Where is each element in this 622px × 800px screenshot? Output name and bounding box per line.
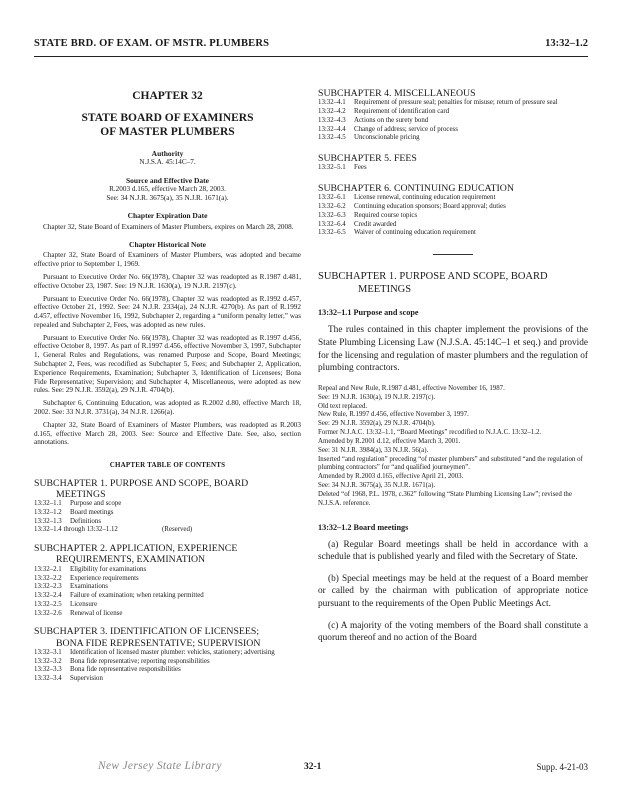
history-para-3: Pursuant to Executive Order No. 66(1978), Chapter 32 was readopted as R.1992 d.457, effective October 21, 1992. See: 24 N.J.R. 2334(a), 24 N.J.R. 4270(b). As part of R.1992 d.457, effective November 16, 1992, Subchapter 2, regarding a “uniform penalty letter,” was repealed and Subchapter 2, Fees, was adopted as new rules.: [34, 294, 301, 329]
toc-item: [34, 675, 301, 684]
toc-item-number: 13:32–2.6: [34, 609, 62, 617]
toc-subchapter-1-heading: SUBCHAPTER 1. PURPOSE AND SCOPE, BOARD MEETINGS: [34, 477, 249, 500]
toc-item-title: Licensure: [70, 600, 98, 608]
toc-item-number: 13:32–2.1: [34, 565, 62, 573]
subchapter-1-heading: SUBCHAPTER 1. PURPOSE AND SCOPE, BOARD MEETINGS: [318, 271, 548, 295]
toc-item-title: Waiver of continuing education requirement: [354, 229, 476, 237]
toc-item-number: 13:32–3.4: [34, 675, 62, 683]
toc-item-title: Required course topics: [354, 211, 418, 219]
expiration-text: Chapter 32, State Board of Examiners of Master Plumbers, expires on March 28, 2008.: [43, 222, 294, 231]
history-para-5: Subchapter 6, Continuing Education, was adopted as R.2002 d.80, effective March 18, 2002. See: 33 N.J.R. 3731(a), 34 N.J.R. 1266(a).: [34, 399, 301, 416]
section-13-32-1-1-heading: 13:32–1.1 Purpose and scope: [318, 308, 419, 318]
library-stamp: New Jersey State Library: [98, 760, 222, 772]
toc-item: [34, 666, 301, 675]
toc-item-title: Actions on the surety bond: [354, 116, 429, 124]
toc-item-number: 13:32–4.2: [318, 108, 346, 116]
toc-item: [34, 518, 301, 527]
toc-item-number: 13:32–2.5: [34, 600, 62, 608]
annotation-line: Old text replaced.: [318, 402, 368, 410]
toc-item-title: Examinations: [70, 583, 108, 591]
toc-item: [34, 509, 301, 518]
toc-item-title: Renewal of license: [70, 609, 123, 617]
supplement-date: Supp. 4-21-03: [536, 762, 588, 772]
toc-subchapter-5-heading: SUBCHAPTER 5. FEES: [318, 153, 417, 165]
annotation-line: Amended by R.2003 d.165, effective April 21, 2003.: [318, 473, 464, 481]
toc-item-title: Change of address; service of process: [354, 125, 458, 133]
toc-item-title: License renewal, continuing education requirement: [354, 194, 496, 202]
toc-item-number: 13:32–5.1: [318, 164, 346, 172]
toc-item-title: Definitions: [70, 517, 102, 525]
source-line-1: R.2003 d.165, effective March 28, 2003.: [109, 184, 226, 193]
toc-item: [318, 117, 588, 126]
toc-subchapter-2-heading: SUBCHAPTER 2. APPLICATION, EXPERIENCE REQUIREMENTS, EXAMINATION: [34, 543, 238, 566]
section-13-32-1-1-text: The rules contained in this chapter implement the provisions of the State Plumbing Licensing Law (N.J.S.A. 45:14C–1 et seq.) and provide for the licensing and regulation of master plumbers and the regulation of plumbing contractors.: [318, 325, 588, 374]
toc-item-title: Credit awarded: [354, 220, 397, 228]
annotation-line: Deleted “of 1968, P.L. 1978, c.362” following “State Plumbing Licensing Law”; revised the N.J.S.A. reference.: [318, 490, 572, 507]
toc-item: [318, 99, 588, 108]
toc-item: [318, 164, 588, 173]
toc-item: [34, 658, 301, 667]
chapter-title-line2: OF MASTER PLUMBERS: [100, 126, 235, 139]
history-para-2: Pursuant to Executive Order No. 66(1978), Chapter 32 was readopted as R.1987 d.481, effective October 23, 1987. See: 19 N.J.R. 1630(a), 19 N.J.R. 2197(c).: [34, 273, 301, 290]
annotation-line: Former N.J.A.C. 13:32–1.1, “Board Meetings” recodified to N.J.A.C. 13:32–1.2.: [318, 429, 542, 437]
toc-item: [318, 126, 588, 135]
section-annotations: [318, 385, 588, 509]
toc-item: [34, 575, 301, 584]
toc-item-number: 13:32–2.2: [34, 574, 62, 582]
toc-item-title: Supervision: [70, 675, 103, 683]
source-line-2: See: 34 N.J.R. 3675(a), 35 N.J.R. 1671(a).: [106, 193, 229, 202]
toc-item-title: Identification of licensed master plumber: vehicles, stationery; advertising: [70, 648, 275, 656]
toc-item-number: 13:32–3.2: [34, 657, 62, 665]
page-number: 32-1: [304, 762, 322, 772]
section-13-32-1-2-para-c: (c) A majority of the voting members of the Board shall constitute a quorum thereof and no action of the Board: [318, 620, 588, 644]
page-footer: [34, 762, 588, 778]
annotation-line: Repeal and New Rule, R.1987 d.481, effective November 16, 1987.: [318, 384, 505, 392]
section-13-32-1-2-para-b: (b) Special meetings may be held at the request of a Board member or called by the chairman with publication of appropriate notice pursuant to the requirements of the Open Public Meetings Act.: [318, 573, 588, 610]
history-para-6: Chapter 32, State Board of Examiners of Master Plumbers, was readopted as R.2003 d.165, effective March 28, 2003. See: Source and Effective Date. See, also, section annotations.: [34, 420, 301, 447]
chapter-number: CHAPTER 32: [132, 90, 203, 102]
toc-subchapter-1-list: [34, 500, 301, 526]
toc-item-title: Board meetings: [70, 508, 114, 516]
toc-item-number: 13:32–6.1: [318, 194, 346, 202]
toc-item-number: 13:32–1.2: [34, 508, 62, 516]
toc-subchapter-5-list: [318, 164, 588, 173]
toc-item-number: 13:32–3.1: [34, 648, 62, 656]
toc-item: [34, 610, 301, 619]
toc-item-number: 13:32–6.3: [318, 211, 346, 219]
toc-item: [34, 566, 301, 575]
toc-item-title: Requirement of identification card: [354, 108, 450, 116]
toc-item-title: Fees: [354, 164, 367, 172]
source-heading: Source and Effective Date: [126, 175, 209, 185]
toc-item-number: 13:32–6.4: [318, 220, 346, 228]
history-para-1: Chapter 32, State Board of Examiners of Master Plumbers, was adopted and became effective prior to September 1, 1969.: [34, 251, 301, 269]
section-divider: [433, 254, 473, 255]
authority-text: N.J.S.A. 45:14C–7.: [139, 157, 196, 166]
annotation-line: See: 29 N.J.R. 3592(a), 29 N.J.R. 4704(b).: [318, 420, 436, 428]
toc-item-number: 13:32–4.3: [318, 116, 346, 124]
toc-item: [34, 649, 301, 658]
toc-item: [34, 583, 301, 592]
toc-subchapter-6-heading: SUBCHAPTER 6. CONTINUING EDUCATION: [318, 183, 514, 195]
toc-item-title: Bona fide representative; reporting responsibilities: [70, 657, 210, 665]
toc-item-title: Experience requirements: [70, 574, 139, 582]
toc-item-number: 13:32–1.1: [34, 500, 62, 508]
header-title: STATE BRD. OF EXAM. OF MSTR. PLUMBERS: [34, 38, 270, 49]
toc-subchapter-4-list: [318, 99, 588, 143]
chapter-title-line1: STATE BOARD OF EXAMINERS: [81, 112, 254, 125]
toc-item: [34, 500, 301, 509]
annotation-line: Amended by R.2001 d.12, effective March 3, 2001.: [318, 437, 461, 445]
toc-item: [34, 601, 301, 610]
toc-item-number: 13:32–4.5: [318, 134, 346, 142]
toc-item: [318, 221, 588, 230]
toc-item-title: Bona fide representative responsibilities: [70, 666, 181, 674]
annotation-line: See: 34 N.J.R. 3675(a), 35 N.J.R. 1671(a).: [318, 482, 436, 490]
toc-item-title: Purpose and scope: [70, 500, 122, 508]
annotation-line: New Rule, R.1997 d.456, effective November 3, 1997.: [318, 411, 469, 419]
toc-item: [318, 108, 588, 117]
left-column: [34, 80, 301, 684]
history-para-4: Pursuant to Executive Order No. 66(1978), Chapter 32 was readopted as R.1997 d.456, effective October 8, 1997. As part of R.1997 d.456, effective November 3, 1997, Subchapter 1, General Rules and Regulations, was renamed Purpose and Scope, Board Meetings; Subchapter 2, Fees, was recodified as Subchapter 5, Fees; and Subchapter 2, Application, Experience Requirements, Examination; Subchapter 3, Identification of Licensees; Bona Fide Representative; Supervision; and Subchapter 4, Miscellaneous, were adopted as new rules. See: 29 N.J.R. 3592(a), 29 N.J.R. 4704(b).: [34, 333, 301, 395]
toc-item: [318, 229, 588, 238]
annotation-line: Inserted “and regulation” preceding “of master plumbers” and substituted “and the regulation of plumbing contractors” for “and qualified journeymen”.: [318, 455, 583, 472]
toc-subchapter-6-list: [318, 194, 588, 238]
toc-subchapter-4-heading: SUBCHAPTER 4. MISCELLANEOUS: [318, 88, 476, 99]
toc-item-number: 13:32–2.3: [34, 583, 62, 591]
toc-item: [318, 194, 588, 203]
toc-item-number: 13:32–2.4: [34, 592, 62, 600]
chapter-title: [34, 111, 301, 140]
toc-item-title: Continuing education sponsors; Board approval; duties: [354, 203, 506, 211]
authority-heading: Authority: [151, 148, 184, 158]
toc-title: CHAPTER TABLE OF CONTENTS: [109, 461, 226, 470]
toc-item-title: Unconscionable pricing: [354, 134, 420, 142]
header-rule: [34, 56, 588, 57]
toc-subchapter-3-heading: SUBCHAPTER 3. IDENTIFICATION OF LICENSEES; BONA FIDE REPRESENTATIVE; SUPERVISION: [34, 626, 261, 649]
toc-item: [318, 212, 588, 221]
right-column: [318, 80, 588, 645]
section-13-32-1-2-heading: 13:32–1.2 Board meetings: [318, 522, 409, 532]
toc-item-reserved: 13:32–1.4 through 13:32–1.12 (Reserved): [34, 526, 193, 534]
toc-item-number: 13:32–4.4: [318, 125, 346, 133]
annotation-line: See: 31 N.J.R. 3984(a), 33 N.J.R. 56(a).: [318, 446, 429, 454]
section-13-32-1-2-para-a: (a) Regular Board meetings shall be held in accordance with a schedule that is published yearly and filed with the Secretary of State.: [318, 539, 588, 563]
toc-subchapter-3-list: [34, 649, 301, 684]
toc-item-title: Failure of examination; when retaking permitted: [70, 592, 204, 600]
toc-item-title: Eligibility for examinations: [70, 565, 147, 573]
toc-item: [318, 134, 588, 143]
toc-item-title: Requirement of pressure seal; penalties for misuse; return of pressure seal: [354, 99, 558, 107]
toc-item-number: 13:32–6.2: [318, 203, 346, 211]
toc-subchapter-2-list: [34, 566, 301, 619]
toc-item: [34, 592, 301, 601]
annotation-line: See: 19 N.J.R. 1630(a), 19 N.J.R. 2197(c).: [318, 393, 436, 401]
header-section-number: 13:32–1.2: [545, 38, 588, 49]
toc-item-number: 13:32–1.3: [34, 517, 62, 525]
toc-item-number: 13:32–4.1: [318, 99, 346, 107]
toc-item-number: 13:32–6.5: [318, 229, 346, 237]
expiration-heading: Chapter Expiration Date: [127, 211, 208, 221]
toc-item: [318, 203, 588, 212]
running-header: [34, 38, 588, 54]
toc-item-number: 13:32–3.3: [34, 666, 62, 674]
history-heading: Chapter Historical Note: [129, 240, 206, 250]
